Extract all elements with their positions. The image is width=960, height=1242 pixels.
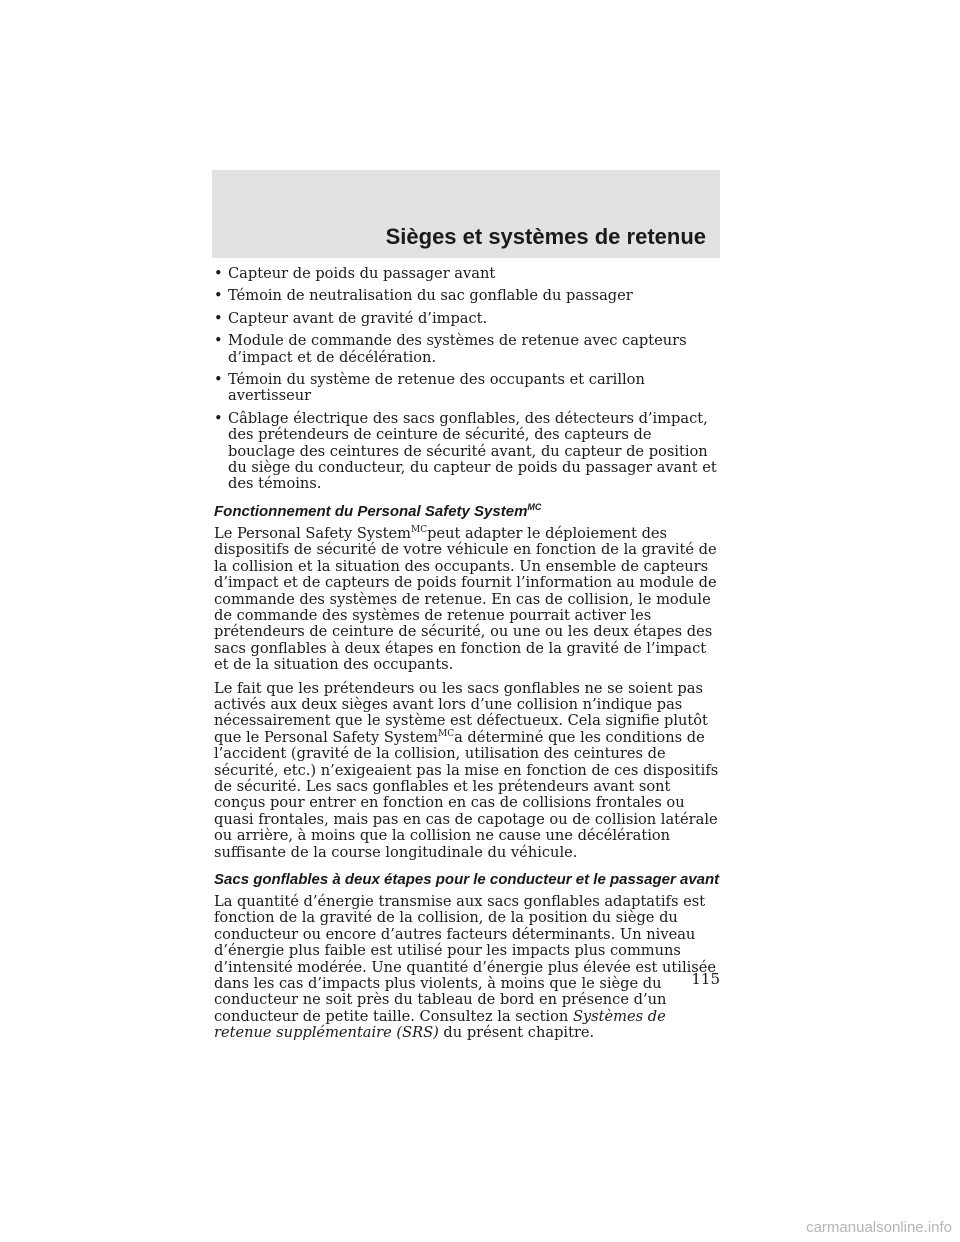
cross-reference: Systèmes de retenue supplémentaire (SRS) [214,1007,666,1042]
component-list [214,266,722,493]
list-item: • Témoin de neutralisation du sac gonflable du passager [214,287,633,305]
section-title: Sièges et systèmes de retenue [385,224,706,249]
page-number: 115 [691,970,720,988]
paragraph: La quantité d’énergie transmise aux sacs gonflables adaptatifs est fonction de la gravité de la collision, de la position du siège du conducteur ou encore d’autres facteurs déterminants. Un niveau d’énergie plus faible est utilisé pour les impacts plus communs d’intensité modérée. Une quantité d’énergie plus élevée est utilisée dans les cas d’impacts plus violents, à moins que le siège du conducteur ne soit près du tableau de bord en présence d’un conducteur de petite taille. Consultez la section Systèmes de retenue supplémentaire (SRS) du présent chapitre. [214,893,717,1042]
paragraph: Le fait que les prétendeurs ou les sacs gonflables ne se soient pas activés aux deux sièges avant lors d’une collision n’indique pas nécessairement que le système est défectueux. Cela signifie plutôt que le Personal Safety System$^{MC}$a déterminé que les conditions de l’accident (gravité de la collision, utilisation des ceintures de sécurité, etc.) n’exigeaient pas la mise en fonction de ces dispositifs de sécurité. Les sacs gonflables et les prétendeurs avant sont conçus pour entrer en fonction en cas de collisions frontales ou quasi frontales, mais pas en cas de capotage ou de collision latérale ou arrière, à moins que la collision ne cause une décélération suffisante de la course longitudinale du véhicule. [214,679,719,861]
watermark: carmanualsonline.info [806,1219,952,1236]
bullet-icon: • [214,332,223,350]
list-item: • Module de commande des systèmes de retenue avec capteurs d’impact et de décélération. [214,332,687,366]
bullet-icon: • [214,287,223,305]
paragraph: Le Personal Safety System$^{MC}$peut adapter le déploiement des dispositifs de sécurité de votre véhicule en fonction de la gravité de la collision et la situation des occupants. Un ensemble de capteurs d’impact et de capteurs de poids fournit l’information au module de commande des systèmes de retenue. En cas de collision, le module de commande des systèmes de retenue pourrait activer les prétendeurs de ceinture de sécurité, ou une ou les deux étapes des sacs gonflables à deux étapes en fonction de la gravité de l’impact et de la situation des occupants. [214,524,717,674]
page-content [214,266,722,1049]
list-item: • Câblage électrique des sacs gonflables, des détecteurs d’impact, des prétendeurs de ceinture de sécurité, des capteurs de bouclage des ceintures de sécurité avant, du capteur de position du siège du conducteur, du capteur de poids du passager avant et des témoins. [214,409,717,493]
bullet-icon: • [214,371,223,389]
bullet-icon: • [214,265,223,282]
bullet-icon: • [214,309,223,327]
list-item: • Capteur de poids du passager avant [214,265,496,282]
list-item: • Témoin du système de retenue des occupants et carillon avertisseur [214,371,645,405]
list-item: • Capteur avant de gravité d’impact. [214,309,488,327]
section-heading-personal-safety: Fonctionnement du Personal Safety System$^{MC}$ [214,501,542,520]
section-header-band [212,170,720,258]
section-heading-dual-stage-airbags: Sacs gonflables à deux étapes pour le conducteur et le passager avant [214,871,720,888]
bullet-icon: • [214,409,223,427]
